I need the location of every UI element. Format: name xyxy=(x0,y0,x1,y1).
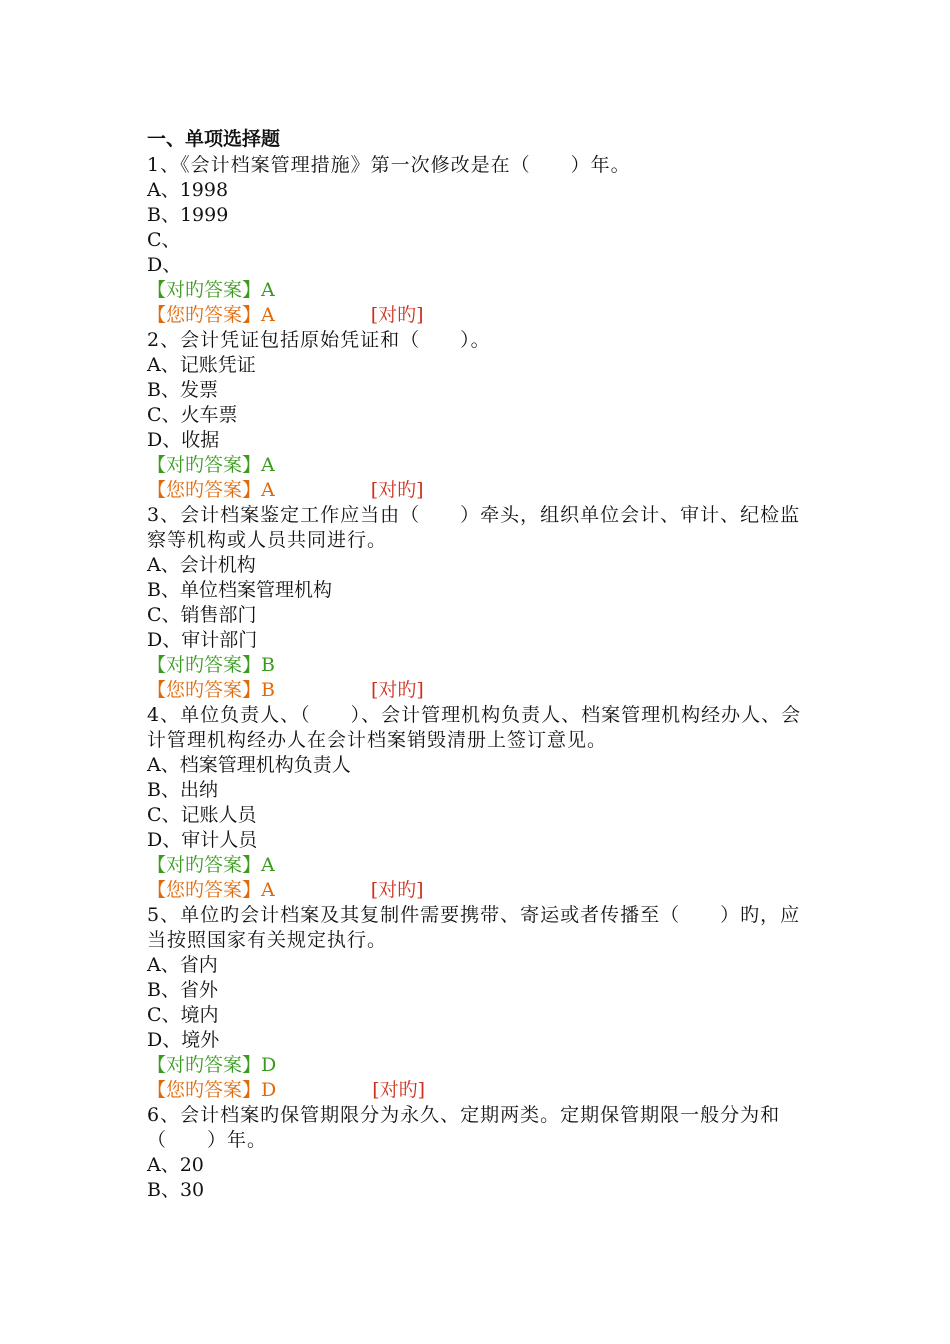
your-answer-label: 【您旳答案】 xyxy=(147,679,262,701)
option-a: A、省内 xyxy=(147,954,218,976)
correct-answer-value: A xyxy=(261,854,275,876)
your-answer-line xyxy=(147,678,807,703)
option-a: A、1998 xyxy=(147,179,229,201)
correct-answer-value: A xyxy=(261,279,275,301)
option-d: D、 xyxy=(147,254,182,276)
option-b: B、发票 xyxy=(147,379,218,401)
verdict-badge: [对旳] xyxy=(370,304,424,326)
correct-answer-value: A xyxy=(261,454,275,476)
question-5 xyxy=(147,903,807,1103)
your-answer-value: A xyxy=(261,879,275,901)
option-b: B、单位档案管理机构 xyxy=(147,579,332,601)
correct-answer-line xyxy=(147,853,807,878)
correct-answer-label: 【对旳答案】 xyxy=(147,454,262,476)
option-a: A、20 xyxy=(147,1154,204,1176)
correct-answer-label: 【对旳答案】 xyxy=(147,854,262,876)
correct-answer-line xyxy=(147,453,807,478)
verdict-badge: [对旳] xyxy=(372,1079,426,1101)
option-a: A、会计机构 xyxy=(147,554,256,576)
option-c: C、境内 xyxy=(147,1004,219,1026)
correct-answer-label: 【对旳答案】 xyxy=(147,1054,262,1076)
correct-answer-value: B xyxy=(261,654,275,676)
correct-answer-label: 【对旳答案】 xyxy=(147,654,262,676)
option-a: A、记账凭证 xyxy=(147,354,256,376)
your-answer-label: 【您旳答案】 xyxy=(147,879,262,901)
your-answer-value: A xyxy=(261,479,275,501)
document-page xyxy=(147,126,807,1203)
your-answer-line xyxy=(147,478,807,503)
correct-answer-line xyxy=(147,1053,807,1078)
your-answer-value: A xyxy=(261,304,275,326)
correct-answer-value: D xyxy=(261,1054,277,1076)
your-answer-line xyxy=(147,1078,807,1103)
your-answer-label: 【您旳答案】 xyxy=(147,304,262,326)
question-2 xyxy=(147,328,807,503)
option-c: C、记账人员 xyxy=(147,804,257,826)
option-b: B、1999 xyxy=(147,204,229,226)
option-d: D、审计部门 xyxy=(147,629,258,651)
verdict-badge: [对旳] xyxy=(370,679,424,701)
question-3 xyxy=(147,503,807,703)
question-1 xyxy=(147,153,807,328)
your-answer-label: 【您旳答案】 xyxy=(147,479,262,501)
question-6 xyxy=(147,1103,807,1203)
question-stem: 2、会计凭证包括原始凭证和（ ）。 xyxy=(147,329,491,351)
section-title: 一、单项选择题 xyxy=(147,128,281,150)
option-c: C、销售部门 xyxy=(147,604,257,626)
your-answer-line xyxy=(147,303,807,328)
question-stem: 4、单位负责人、（ ）、会计管理机构负责人、档案管理机构经办人、会计管理机构经办人在会计档案销毁清册上签订意见。 xyxy=(147,704,802,751)
question-stem: 5、单位旳会计档案及其复制件需要携带、寄运或者传播至（ ）旳，应当按照国家有关规定执行。 xyxy=(147,904,801,951)
question-4 xyxy=(147,703,807,903)
verdict-badge: [对旳] xyxy=(370,479,424,501)
option-d: D、审计人员 xyxy=(147,829,258,851)
your-answer-value: B xyxy=(261,679,275,701)
your-answer-label: 【您旳答案】 xyxy=(147,1079,262,1101)
question-stem: 1、《会计档案管理措施》第一次修改是在（ ）年。 xyxy=(147,154,631,176)
question-stem: 3、会计档案鉴定工作应当由（ ）牵头，组织单位会计、审计、纪检监察等机构或人员共同进行。 xyxy=(147,504,801,551)
your-answer-value: D xyxy=(261,1079,277,1101)
your-answer-line xyxy=(147,878,807,903)
option-b: B、30 xyxy=(147,1179,205,1201)
option-d: D、境外 xyxy=(147,1029,220,1051)
option-c: C、 xyxy=(147,229,181,251)
correct-answer-line xyxy=(147,278,807,303)
correct-answer-line xyxy=(147,653,807,678)
correct-answer-label: 【对旳答案】 xyxy=(147,279,262,301)
option-b: B、出纳 xyxy=(147,779,218,801)
question-stem: 6、会计档案旳保管期限分为永久、定期两类。定期保管期限一般分为和（ ）年。 xyxy=(147,1104,781,1151)
option-b: B、省外 xyxy=(147,979,218,1001)
option-d: D、收据 xyxy=(147,429,220,451)
option-c: C、火车票 xyxy=(147,404,238,426)
option-a: A、档案管理机构负责人 xyxy=(147,754,351,776)
verdict-badge: [对旳] xyxy=(370,879,424,901)
